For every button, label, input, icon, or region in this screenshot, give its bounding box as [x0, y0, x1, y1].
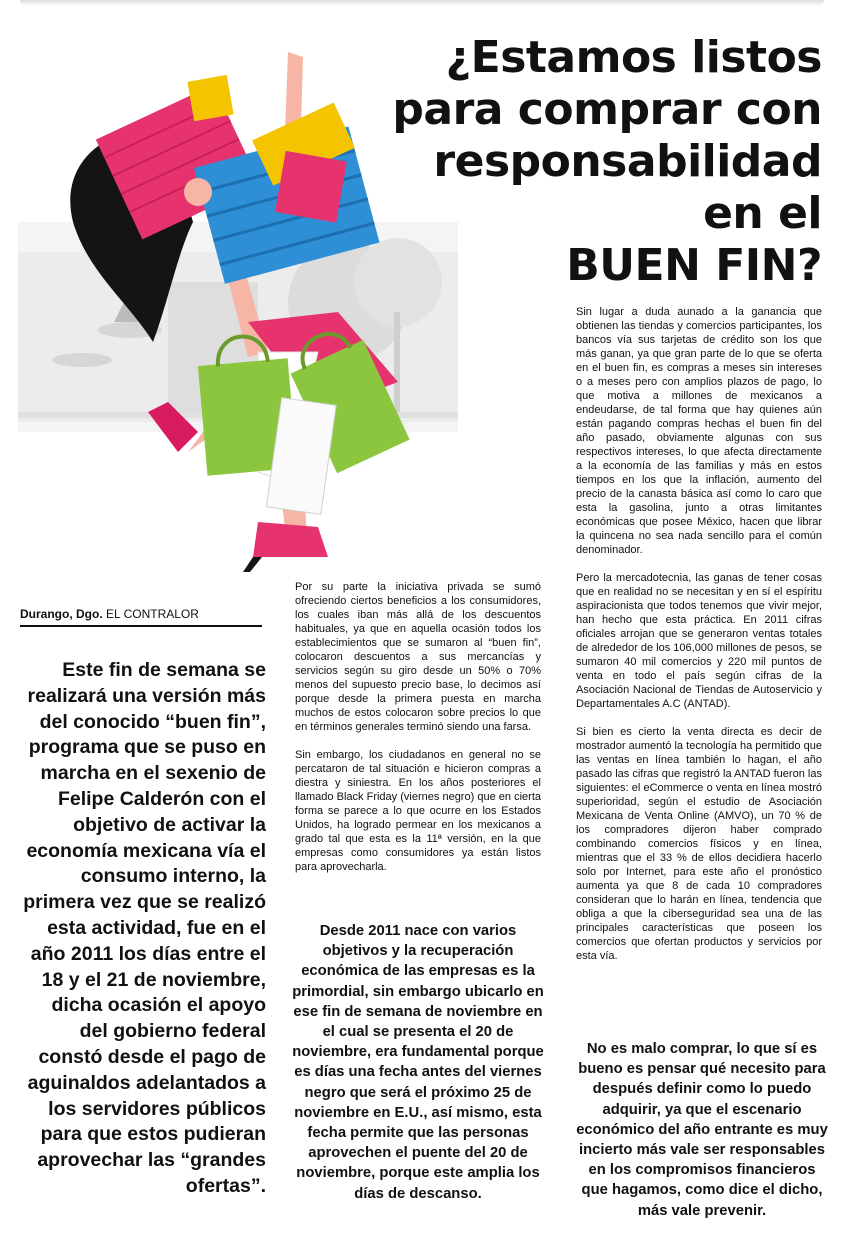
byline-divider: [20, 625, 262, 627]
headline-line: para comprar con: [392, 84, 822, 135]
headline-line: responsabilidad: [433, 136, 822, 187]
body-paragraph: Por su parte la iniciativa privada se sumó ofreciendo ciertos beneficios a los consumidores, los cuales iban más allá de los descuentos habituales, ya que en aquella ocasión todos los establecimientos que se sumaron al “buen fin”, colocaron descuentos a sus mercancías y servicios según su giro desde un 50% o 70% menos del supuesto precio base, lo decimos así porque desde la primera puesta en marcha muchos de estos colocaron sobre precios lo que en términos generales terminó siendo una farsa.: [295, 581, 541, 733]
headline-line: en el: [703, 188, 822, 239]
body-paragraph: Sin embargo, los ciudadanos en general no se percataron de tal situación e hicieron compras a diestra y siniestra. En los años posteriores el llamado Black Friday (viernes negro) que en cierta forma se parece a lo que ocurre en los Estados Unidos, ha logrado permear en los mexicanos a grado tal que esta es la 11ª versión, en la que empresas como consumidores ya están listos para aprovecharla.: [295, 749, 541, 873]
headline-line: ¿Estamos listos: [445, 32, 822, 83]
article-column-middle: [295, 580, 541, 888]
body-paragraph: Si bien es cierto la venta directa es decir de mostrador aumentó la tecnología ha permitido que las ventas en línea también lo hagan, el año pasado las cifras que registró la ANTAD fueron las siguientes: el eCommerce o venta en línea mostró superioridad, según el estudio de Asociación Mexicana de Venta Online (AMVO), un 70 % de los compradores dijeron haber comprado combinando comercios físicos y en línea, mientras que el 33 % de ellos decidiera hacerlo solo por Internet, para este año el pronóstico aumenta ya que 8 de cada 10 compradores consideran que lo harán en línea, tendencia que obliga a que la ciberseguridad sea una de las principales características que poseen los comercios que ofertan productos y servicios por esta vía.: [576, 726, 822, 962]
headline: [352, 32, 822, 292]
byline: [20, 607, 262, 621]
body-paragraph: Pero la mercadotecnia, las ganas de tener cosas que en realidad no se necesitan y en sí el espíritu aspiracionista que todos tenemos que vivir mejor, han hecho que esta práctica. En 2011 cifras oficiales arrojan que se generaron ventas totales de alrededor de los 106,000 millones de pesos, se sumaron 40 mil comercios y 220 mil puntos de venta en todo el país según cifras de la Asociación Nacional de Tiendas de Autoservicio y Departamentales A.C (ANTAD).: [576, 572, 822, 710]
article-column-right: [576, 305, 822, 977]
pull-quote-right: No es malo comprar, lo que sí es bueno es pensar qué necesito para después definir como lo puedo adquirir, ya que el escenario económico del año entrante es muy incierto más vale ser responsables en los compromisos financieros que hagamos, como dice el dicho, más vale prevenir.: [576, 1041, 828, 1219]
pull-quote-middle: Desde 2011 nace con varios objetivos y la recuperación económica de las empresas es la primordial, sin embargo ubicarlo en ese fin de semana de noviembre en el cual se presenta el 20 de noviembre, era fundamental porque es días una fecha antes del viernes negro que será el próximo 25 de noviembre en E.U., así mismo, esta fecha permite que las personas aprovechen el puente del 20 de noviembre, porque este amplia los días de descanso.: [292, 923, 544, 1202]
top-shadow-bar: [20, 0, 824, 6]
byline-outlet: EL CONTRALOR: [106, 607, 199, 621]
lede-paragraph: Este fin de semana se realizará una versión más del conocido “buen fin”, programa que se puso en marcha en el sexenio de Felipe Calderón con el objetivo de activar la economía mexicana vía el consumo interno, la primera vez que se realizó esta actividad, fue en el año 2011 los días entre el 18 y el 21 de noviembre, dicha ocasión el apoyo del gobierno federal constó desde el pago de aguinaldos adelantados a los servidores públicos para que estos pudieran aprovechar las “grandes ofertas”.: [23, 659, 266, 1197]
byline-place: Durango, Dgo.: [20, 607, 103, 621]
headline-line: BUEN FIN?: [566, 240, 822, 291]
body-paragraph: Sin lugar a duda aunado a la ganancia que obtienen las tiendas y comercios participantes, los bancos vía sus tarjetas de crédito son los que más ganan, ya que gran parte de lo que se oferta en el buen fin, es compras a meses sin intereses o a meses pero con amplios plazos de pago, lo que motiva a millones de mexicanos a endeudarse, de tal forma que hay quienes aún están pagando compras hechas el buen fin del año pasado, obviamente algunas con sus respectivos intereses, lo que afecta directamente a la economía de las familias y más en estos tiempos en los que la inflación, aumento del precio de la canasta básica así como lo caro que esta la gasolina, junto a otras limitantes económicas que posee México, hacen que librar la quincena no sea nada sencillo para el común denominador.: [576, 306, 822, 556]
